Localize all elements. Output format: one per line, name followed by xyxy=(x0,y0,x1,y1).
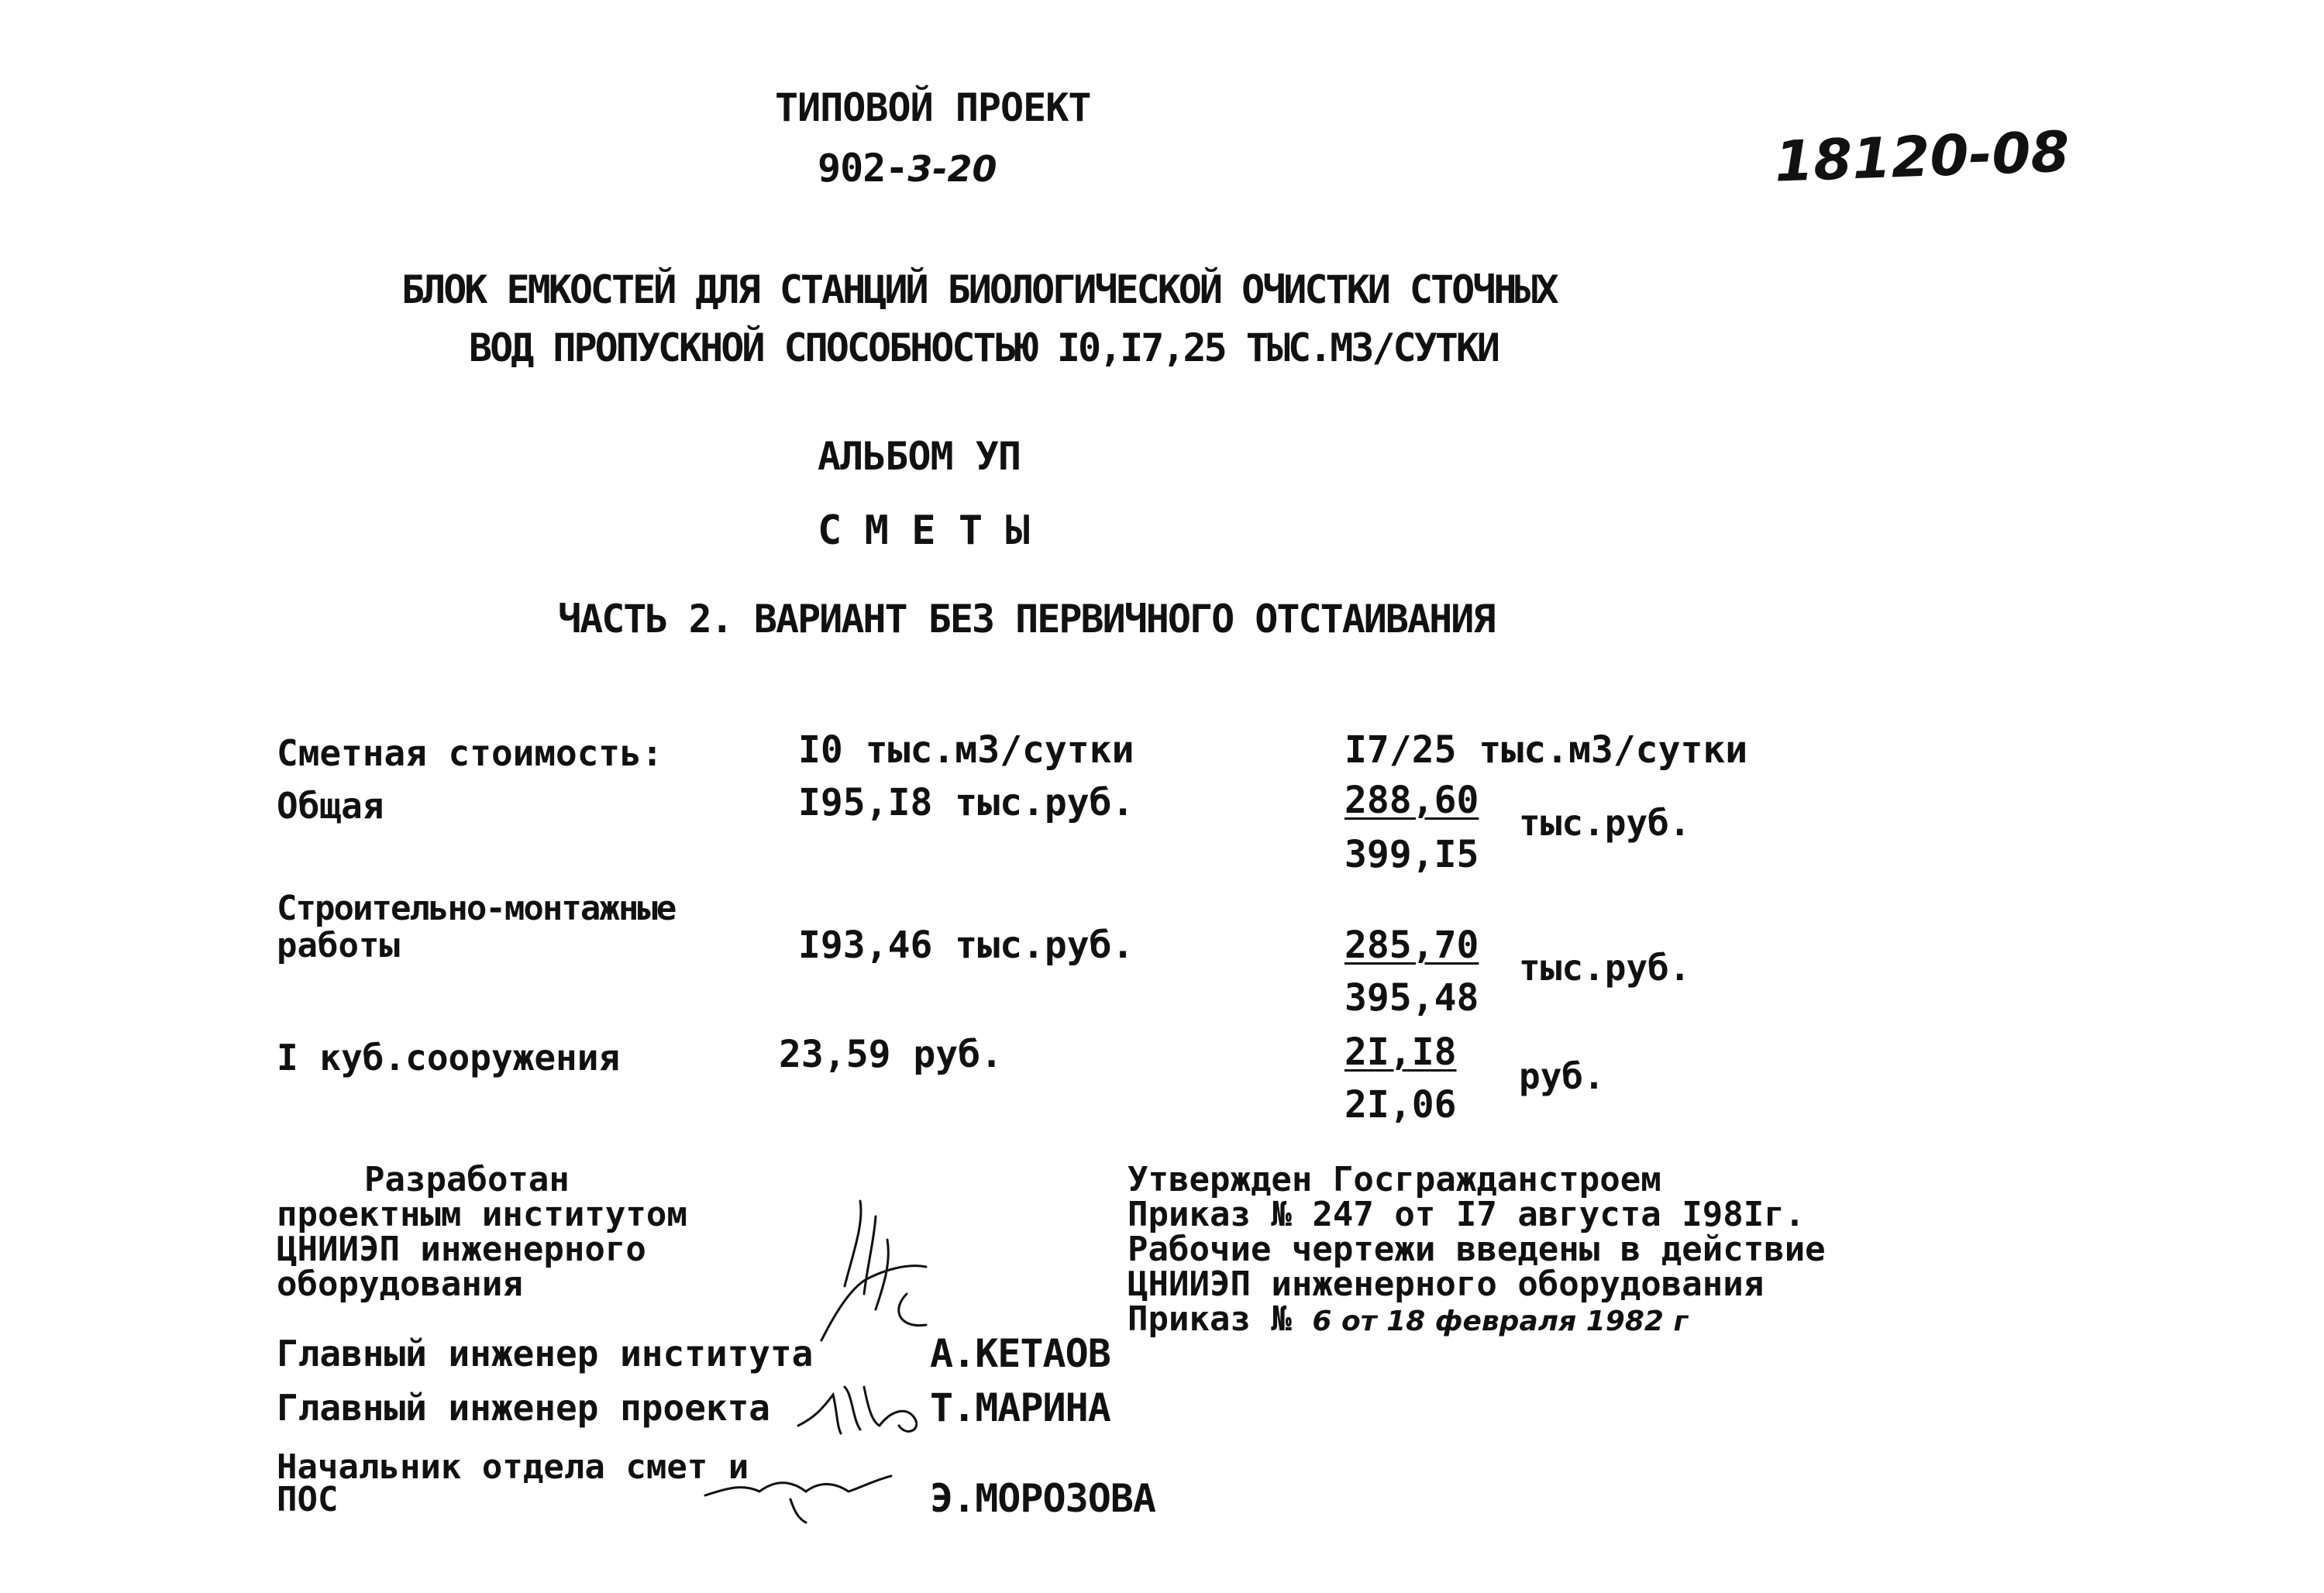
approved-line-1: Утвержден Госгражданстроем xyxy=(1128,1160,1661,1199)
row-general-col1: I95,I8 тыс.руб. xyxy=(798,781,1134,824)
developed-by-line-1: Разработан xyxy=(364,1160,570,1199)
approved-order-hand: 6 от 18 февраля 1982 г xyxy=(1312,1306,1689,1337)
signatory-3-name: Э.МОРОЗОВА xyxy=(930,1476,1156,1521)
row-cubic-col2-den: 2I,06 xyxy=(1344,1083,1457,1127)
row-construction-label-2: работы xyxy=(277,926,400,965)
row-cubic-col1: 23,59 руб. xyxy=(779,1033,1003,1076)
col1-header: I0 тыс.м3/сутки xyxy=(798,728,1134,772)
row-construction-label-1: Строительно-монтажные xyxy=(277,889,676,928)
signature-marina xyxy=(790,1364,945,1449)
signatory-2-title: Главный инженер проекта xyxy=(277,1387,770,1429)
project-type: ТИПОВОЙ ПРОЕКТ xyxy=(775,85,1091,130)
row-cubic-unit: руб. xyxy=(1519,1055,1605,1097)
developed-by-line-3: ЦНИИЭП инженерного xyxy=(277,1230,646,1269)
developed-by-line-2: проектным институтом xyxy=(277,1195,687,1234)
row-construction-col2-den: 395,48 xyxy=(1344,976,1479,1020)
approved-line-2: Приказ № 247 от I7 августа I98Iг. xyxy=(1128,1195,1806,1234)
approved-order-printed: Приказ № xyxy=(1128,1299,1313,1339)
signatory-1-title: Главный инженер института xyxy=(277,1333,814,1375)
col2-header: I7/25 тыс.м3/сутки xyxy=(1344,728,1748,772)
row-construction-col2-num: 285,70 xyxy=(1344,924,1479,967)
row-construction-unit: тыс.руб. xyxy=(1519,947,1691,989)
approved-line-3: Рабочие чертежи введены в действие xyxy=(1128,1230,1826,1269)
signatory-3-title-2: ПОС xyxy=(277,1480,339,1519)
row-cubic-col2-num: 2I,I8 xyxy=(1344,1030,1457,1074)
signatory-2-name: Т.МАРИНА xyxy=(930,1385,1110,1430)
album-label: АЛЬБОМ УП xyxy=(818,434,1021,479)
row-construction-col1: I93,46 тыс.руб. xyxy=(798,924,1134,967)
signatory-3-title-1: Начальник отдела смет и xyxy=(277,1447,749,1487)
developed-by-line-4: оборудования xyxy=(277,1264,523,1304)
project-number xyxy=(818,146,997,191)
approved-line-5 xyxy=(1128,1299,1688,1339)
row-cubic-label: I куб.сооружения xyxy=(277,1037,621,1079)
row-general-col2-den: 399,I5 xyxy=(1344,833,1479,876)
row-general-col2-num: 288,60 xyxy=(1344,779,1479,822)
inventory-number: 18120-08 xyxy=(1773,119,2071,194)
row-general-label: Общая xyxy=(277,785,384,827)
title-line-1: БЛОК ЕМКОСТЕЙ ДЛЯ СТАНЦИЙ БИОЛОГИЧЕСКОЙ ОЧИСТКИ СТОЧНЫХ xyxy=(401,267,1557,312)
signatory-1-name: А.КЕТАОВ xyxy=(930,1331,1110,1376)
document-subtitle: С М Е Т Ы xyxy=(818,507,1029,554)
signature-ketaov xyxy=(790,1193,976,1371)
title-line-2: ВОД ПРОПУСКНОЙ СПОСОБНОСТЬЮ I0,I7,25 ТЫС.М3/СУТКИ xyxy=(469,325,1499,370)
project-number-printed: 902- xyxy=(818,146,908,191)
project-number-hand: 3-20 xyxy=(907,148,997,190)
row-general-unit: тыс.руб. xyxy=(1519,802,1691,844)
part-title: ЧАСТЬ 2. ВАРИАНТ БЕЗ ПЕРВИЧНОГО ОТСТАИВАНИЯ xyxy=(558,597,1495,642)
approved-line-4: ЦНИИЭП инженерного оборудования xyxy=(1128,1264,1765,1304)
signature-morozova xyxy=(697,1457,914,1526)
cost-header-label: Сметная стоимость: xyxy=(277,732,663,774)
